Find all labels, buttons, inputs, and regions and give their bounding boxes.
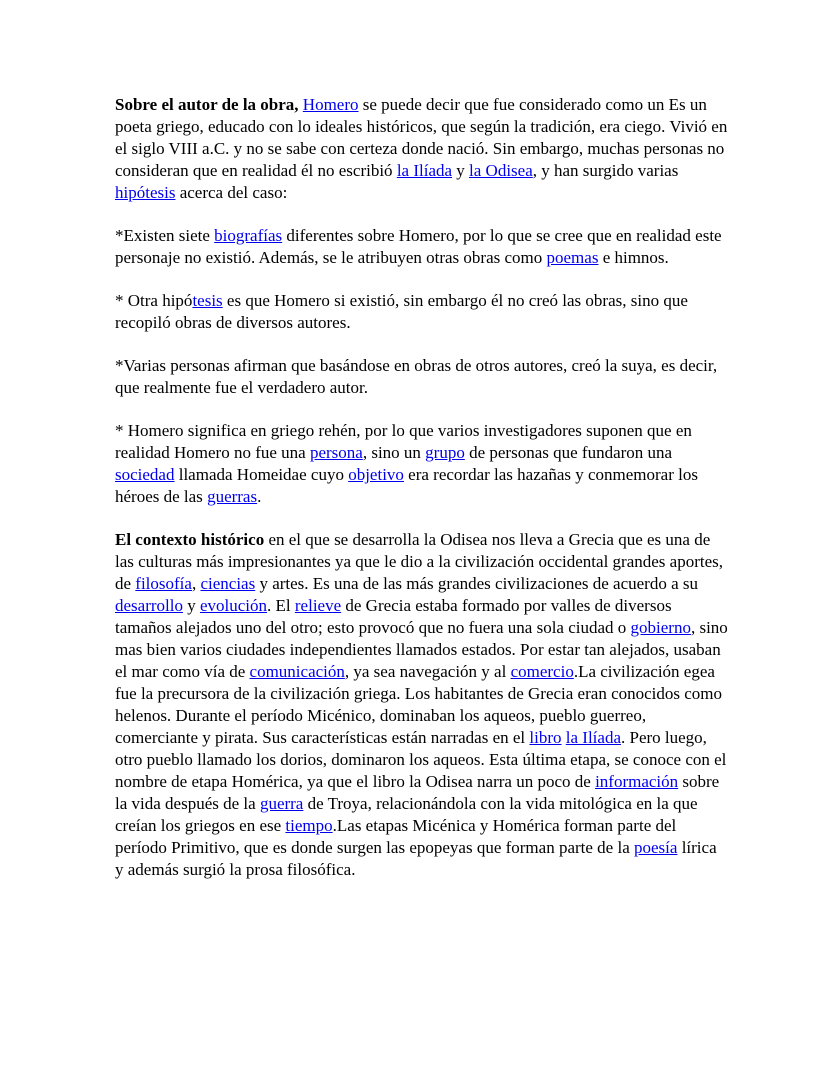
hyperlink[interactable]: Homero — [302, 95, 359, 114]
hyperlink[interactable]: hipótesis — [115, 183, 176, 202]
paragraph — [115, 94, 728, 204]
text-run: en el que se desarrolla la Odisea nos lleva a Grecia que es una de las culturas más impresionantes ya que le dio a la civilización occidental grandes aportes, de — [115, 530, 724, 593]
hyperlink[interactable]: la Ilíada — [396, 161, 453, 180]
hyperlink[interactable]: objetivo — [348, 465, 404, 484]
hyperlink[interactable]: tesis — [192, 291, 223, 310]
bold-lead-text: Sobre el autor de la obra, — [115, 95, 299, 114]
hyperlink[interactable]: libro — [529, 728, 562, 747]
hyperlink[interactable]: información — [595, 772, 679, 791]
text-run: de personas que fundaron una — [464, 443, 673, 462]
text-run: y — [182, 596, 200, 615]
text-run: * Otra hipó — [115, 291, 193, 310]
hyperlink[interactable]: grupo — [425, 443, 465, 462]
hyperlink[interactable]: filosofía — [135, 574, 192, 593]
text-run: *Existen siete — [115, 226, 215, 245]
hyperlink[interactable]: biografías — [214, 226, 283, 245]
hyperlink[interactable]: poemas — [546, 248, 599, 267]
hyperlink[interactable]: sociedad — [115, 465, 175, 484]
text-run: era recordar las hazañas y conmemorar los héroes de las — [115, 465, 698, 506]
text-run: lírica y además surgió la prosa filosófica. — [115, 838, 717, 879]
hyperlink[interactable]: poesía — [634, 838, 678, 857]
text-run: y — [452, 161, 470, 180]
text-run: acerca del caso: — [175, 183, 288, 202]
text-run: se puede decir que fue considerado como un Es un poeta griego, educado con lo ideales históricos, que según la tradición, era ciego. Vivió en el siglo VIII a.C. y no se sabe con certeza donde nació. Sin embargo, muchas personas no consideran que en realidad él no escribió — [115, 95, 728, 180]
paragraph — [115, 225, 728, 269]
hyperlink[interactable]: ciencias — [200, 574, 256, 593]
text-run: *Varias personas afirman que basándose en obras de otros autores, creó la suya, es decir, que realmente fue el verdadero autor. — [115, 356, 718, 397]
text-run: es que Homero si existió, sin embargo él no creó las obras, sino que recopiló obras de diversos autores. — [115, 291, 688, 332]
hyperlink[interactable]: la Ilíada — [565, 728, 621, 747]
hyperlink[interactable]: la Odisea — [469, 161, 533, 180]
hyperlink[interactable]: relieve — [294, 596, 342, 615]
text-run: , sino un — [362, 443, 426, 462]
text-run: . Pero luego, otro pueblo llamado los dorios, dominaron los aqueos. Esta última etapa, se conoce con el nombre de etapa Homérica, ya que el libro la Odisea narra un poco de — [115, 728, 727, 791]
hyperlink[interactable]: persona — [309, 443, 363, 462]
hyperlink[interactable]: evolución — [199, 596, 268, 615]
paragraph — [115, 355, 728, 399]
bold-lead-text: El contexto histórico — [115, 530, 265, 549]
text-run: * Homero significa en griego rehén, por lo que varios investigadores suponen que en realidad Homero no fue una — [115, 421, 692, 462]
text-run: , — [191, 574, 201, 593]
text-run: llamada Homeidae cuyo — [174, 465, 349, 484]
text-run: , y han surgido varias — [532, 161, 679, 180]
text-run: e himnos. — [598, 248, 669, 267]
paragraph — [115, 529, 728, 881]
hyperlink[interactable]: guerras — [207, 487, 258, 506]
text-run: . — [257, 487, 262, 506]
paragraph — [115, 290, 728, 334]
hyperlink[interactable]: comunicación — [249, 662, 345, 681]
text-run: y artes. Es una de las más grandes civilizaciones de acuerdo a su — [255, 574, 698, 593]
hyperlink[interactable]: gobierno — [630, 618, 691, 637]
text-run: sobre la vida después de la — [115, 772, 720, 813]
document-body — [115, 94, 728, 881]
text-run: , sino mas bien varios ciudades independientes llamados estados. Por estar tan alejados, usaban el mar como vía de — [115, 618, 728, 681]
text-run: de Grecia estaba formado por valles de diversos tamaños alejados uno del otro; esto provocó que no fuera una sola ciudad o — [115, 596, 672, 637]
hyperlink[interactable]: guerra — [259, 794, 304, 813]
text-run: .La civilización egea fue la precursora de la civilización griega. Los habitantes de Grecia eran conocidos como helenos. Durante el período Micénico, dominaban los aqueos, pueblo guerreo, comerciante y pirata. Sus características están narradas en el — [115, 662, 723, 747]
text-run: , ya sea navegación y al — [344, 662, 511, 681]
hyperlink[interactable]: comercio — [510, 662, 574, 681]
text-run: .Las etapas Micénica y Homérica forman parte del período Primitivo, que es donde surgen las epopeyas que forman parte de la — [115, 816, 677, 857]
text-run: diferentes sobre Homero, por lo que se cree que en realidad este personaje no existió. Además, se le atribuyen otras obras como — [115, 226, 722, 267]
paragraph — [115, 420, 728, 508]
hyperlink[interactable]: desarrollo — [115, 596, 183, 615]
hyperlink[interactable]: tiempo — [285, 816, 333, 835]
text-run: de Troya, relacionándola con la vida mitológica en la que creían los griegos en ese — [115, 794, 698, 835]
text-run: . El — [267, 596, 295, 615]
